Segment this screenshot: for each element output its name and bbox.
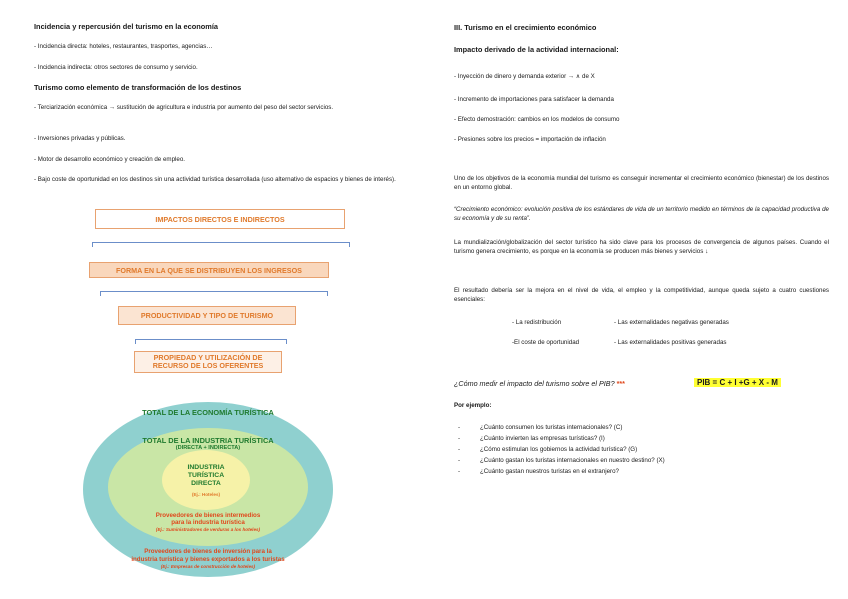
mid-subtitle: (DIRECTA + INDIRECTA): [175, 445, 241, 451]
box-propiedad-line1: PROPIEDAD Y UTILIZACIÓN DE: [153, 353, 263, 362]
brace-2: [100, 291, 328, 296]
bullet-dash-1: -: [458, 424, 461, 431]
cuestion-externalidades-positivas: - Las externalidades positivas generadas: [614, 339, 727, 346]
outer-title: TOTAL DE LA ECONOMÍA TURÍSTICA: [142, 408, 274, 417]
list-item-gasto-internacional: ¿Cuánto gastan los turistas internacionales en nuestro destino? (X): [480, 457, 665, 464]
mid-title: TOTAL DE LA INDUSTRIA TURÍSTICA: [142, 436, 274, 445]
stars: ***: [614, 379, 625, 388]
prov2-line1: Proveedores de bienes de inversión para la: [144, 548, 272, 555]
line-incidencia-directa: - Incidencia directa: hoteles, restaurantes, trasportes, agencias…: [34, 43, 213, 50]
line-motor: - Motor de desarrollo económico y creación de empleo.: [34, 156, 185, 163]
cuestion-externalidades-negativas: - Las externalidades negativas generadas: [614, 319, 729, 326]
para-mundializacion: La mundialización/globalización del sector turístico ha sido clave para los procesos de convergencia de algunos países. Cuando el turismo genera crecimiento, es porque en la economía se producen más bienes y servicios ↓: [454, 239, 829, 255]
bullet-dash-4: -: [458, 457, 461, 464]
list-item-gasto-extranjero: ¿Cuánto gastan nuestros turistas en el extranjero?: [480, 468, 619, 475]
para-resultado: El resultado debería ser la mejora en el nivel de vida, el empleo y la competitividad, aunque queda sujeto a cuatro cuestiones esenciales:: [454, 287, 829, 303]
line-inyeccion: - Inyección de dinero y demanda exterior → ∧ de X: [454, 73, 595, 80]
bullet-dash-2: -: [458, 435, 461, 442]
inner-line1: INDUSTRIA: [187, 464, 225, 471]
box-propiedad-line2: RECURSO DE LOS OFERENTES: [152, 361, 264, 370]
heading-crecimiento: III. Turismo en el crecimiento económico: [454, 23, 597, 32]
box-productividad: PRODUCTIVIDAD Y TIPO DE TURISMO: [118, 306, 296, 325]
prov1-line1: Proveedores de bienes intermedios: [155, 512, 261, 519]
line-terciarizacion: - Terciarización económica → sustitución de agricultura e industria por aumento del peso del sector servicios.: [34, 104, 334, 111]
box-forma-ingresos: FORMA EN LA QUE SE DISTRIBUYEN LOS INGRESOS: [89, 262, 329, 278]
brace-3: [135, 339, 287, 344]
question-medir-pib-text: ¿Cómo medir el impacto del turismo sobre el PIB?: [454, 379, 615, 388]
inner-line2: TURÍSTICA: [187, 472, 225, 479]
heading-incidencia: Incidencia y repercusión del turismo en la economía: [34, 22, 219, 31]
list-item-inversion: ¿Cuánto invierten las empresas turísticas? (I): [480, 435, 605, 442]
line-importaciones: - Incremento de importaciones para satisfacer la demanda: [454, 96, 614, 103]
line-coste-oportunidad: - Bajo coste de oportunidad en los destinos sin una actividad turística desarrollada (uso alternativo de espacios y bienes de interés).: [34, 176, 396, 183]
question-medir-pib: [454, 379, 625, 388]
cuestion-coste-oportunidad: -El coste de oportunidad: [512, 339, 580, 346]
quote-crecimiento: “Crecimiento económico: evolución positiva de los estándares de vida de un territorio medido en términos de la capacidad productiva de su economía y de su renta”.: [454, 206, 829, 222]
list-item-gobiernos: ¿Cómo estimulan los gobiernos la actividad turística? (G): [480, 446, 638, 453]
inner-example: (Ej.: Hoteles): [191, 492, 221, 497]
prov1-example: (Ej.: Suministradores de verduras a los hoteles): [155, 527, 261, 532]
heading-impacto-internacional: Impacto derivado de la actividad internacional:: [454, 45, 619, 54]
line-efecto-demostracion: - Efecto demostración: cambios en los modelos de consumo: [454, 116, 620, 123]
box-propiedad: [134, 351, 282, 373]
line-inversiones: - Inversiones privadas y públicas.: [34, 135, 126, 142]
cuestion-redistribucion: - La redistribución: [512, 319, 562, 326]
label-por-ejemplo: Por ejemplo:: [454, 402, 492, 409]
bullet-dash-3: -: [458, 446, 461, 453]
line-incidencia-indirecta: - Incidencia indirecta: otros sectores de consumo y servicio.: [34, 64, 198, 71]
prov2-line2: industria turística y bienes exportados a los turistas: [131, 556, 285, 563]
bullet-dash-5: -: [458, 468, 461, 475]
pib-formula: PIB = C + I +G + X - M: [694, 378, 781, 387]
prov1-line2: para la industria turística: [171, 519, 245, 526]
list-item-consumo: ¿Cuánto consumen los turistas internacionales? (C): [480, 424, 623, 431]
para-objetivos: Uno de los objetivos de la economía mundial del turismo es conseguir incrementar el crecimiento económico (bienestar) de los destinos en un entorno global.: [454, 175, 829, 191]
brace-1: [92, 242, 350, 247]
heading-transformacion: Turismo como elemento de transformación de los destinos: [34, 83, 242, 92]
prov2-example: (Ej.: Empresas de construcción de hoteles): [160, 564, 256, 569]
box-impactos: IMPACTOS DIRECTOS E INDIRECTOS: [95, 209, 345, 229]
inner-line3: DIRECTA: [191, 480, 221, 487]
line-presiones-precios: - Presiones sobre los precios = importación de inflación: [454, 136, 606, 143]
